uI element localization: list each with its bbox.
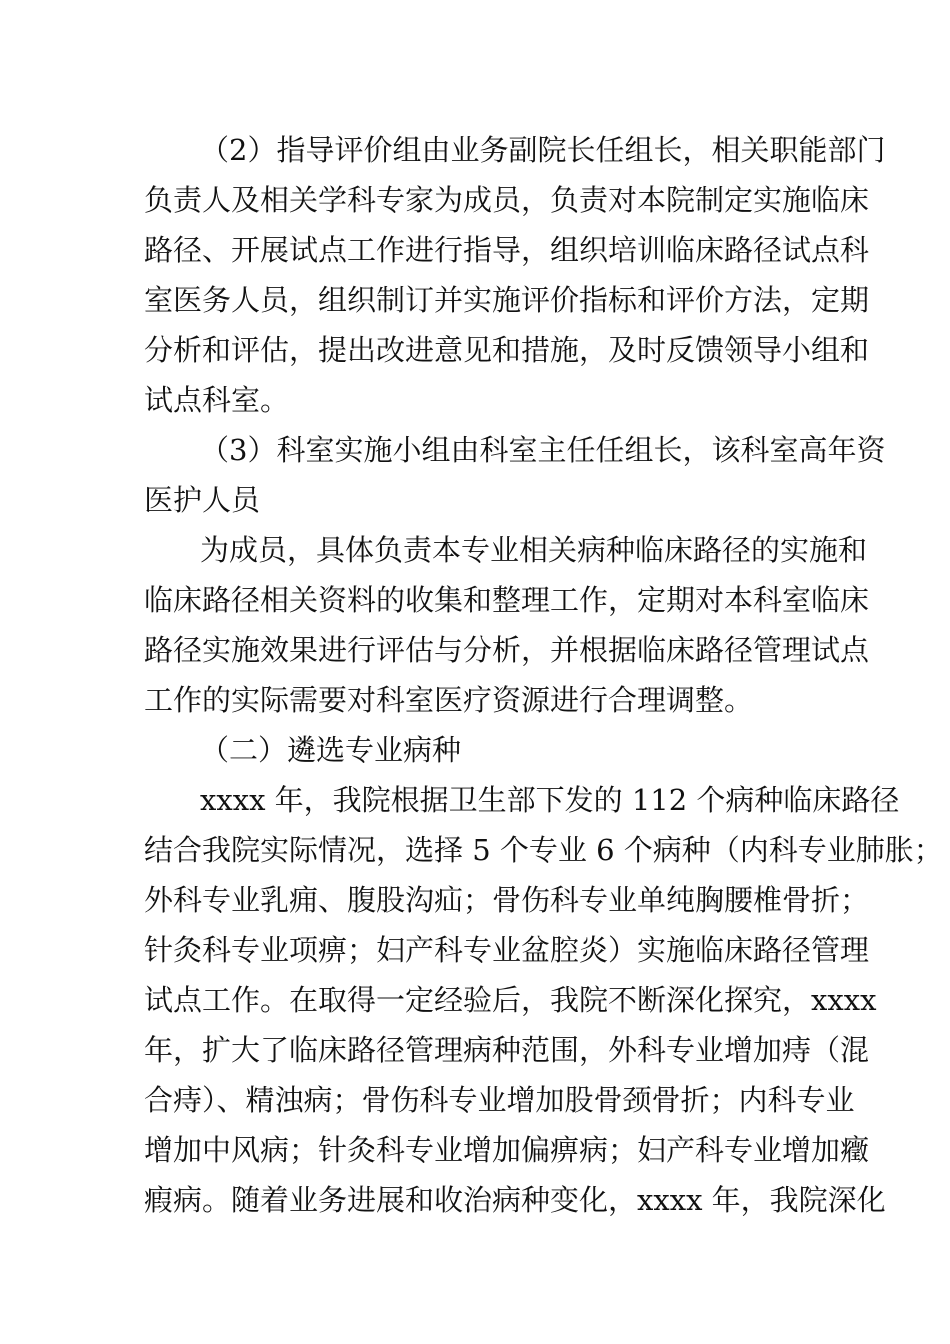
section-heading: （二）遴选专业病种 — [200, 733, 462, 767]
text-line-21: 增加中风病；针灸科专业增加偏痹病；妇产科专业增加癥 — [144, 1133, 870, 1167]
text-line-19: 年，扩大了临床路径管理病种范围，外科专业增加痔（混 — [144, 1033, 870, 1067]
text-line-8: 医护人员 — [144, 483, 261, 517]
text-line-17: 针灸科专业项痹；妇产科专业盆腔炎）实施临床路径管理 — [144, 933, 870, 967]
text-line-11: 路径实施效果进行评估与分析，并根据临床路径管理试点 — [144, 633, 870, 667]
text-line-9: 为成员，具体负责本专业相关病种临床路径的实施和 — [200, 533, 868, 567]
text-line-5: 分析和评估，提出改进意见和措施，及时反馈领导小组和 — [144, 333, 870, 367]
text-line-2: 负责人及相关学科专家为成员，负责对本院制定实施临床 — [144, 183, 870, 217]
text-line-12: 工作的实际需要对科室医疗资源进行合理调整。 — [144, 683, 754, 717]
text-line-14: xxxx 年，我院根据卫生部下发的 112 个病种临床路径 — [200, 783, 900, 817]
text-line-15: 结合我院实际情况，选择 5 个专业 6 个病种（内科专业肺胀； — [144, 833, 943, 867]
text-line-7: （3）科室实施小组由科室主任任组长，该科室高年资 — [200, 433, 886, 467]
text-line-20: 合痔）、精浊病；骨伤科专业增加股骨颈骨折；内科专业 — [144, 1083, 855, 1117]
text-line-16: 外科专业乳痈、腹股沟疝；骨伤科专业单纯胸腰椎骨折； — [144, 883, 870, 917]
text-line-10: 临床路径相关资料的收集和整理工作，定期对本科室临床 — [144, 583, 870, 617]
text-line-22: 瘕病。随着业务进展和收治病种变化，xxxx 年，我院深化 — [144, 1183, 886, 1217]
text-line-18: 试点工作。在取得一定经验后，我院不断深化探究，xxxx — [144, 983, 877, 1017]
text-line-1: （2）指导评价组由业务副院长任组长，相关职能部门 — [200, 133, 886, 167]
text-line-4: 室医务人员，组织制订并实施评价指标和评价方法，定期 — [144, 283, 870, 317]
text-line-3: 路径、开展试点工作进行指导，组织培训临床路径试点科 — [144, 233, 870, 267]
text-line-6: 试点科室。 — [144, 383, 290, 417]
